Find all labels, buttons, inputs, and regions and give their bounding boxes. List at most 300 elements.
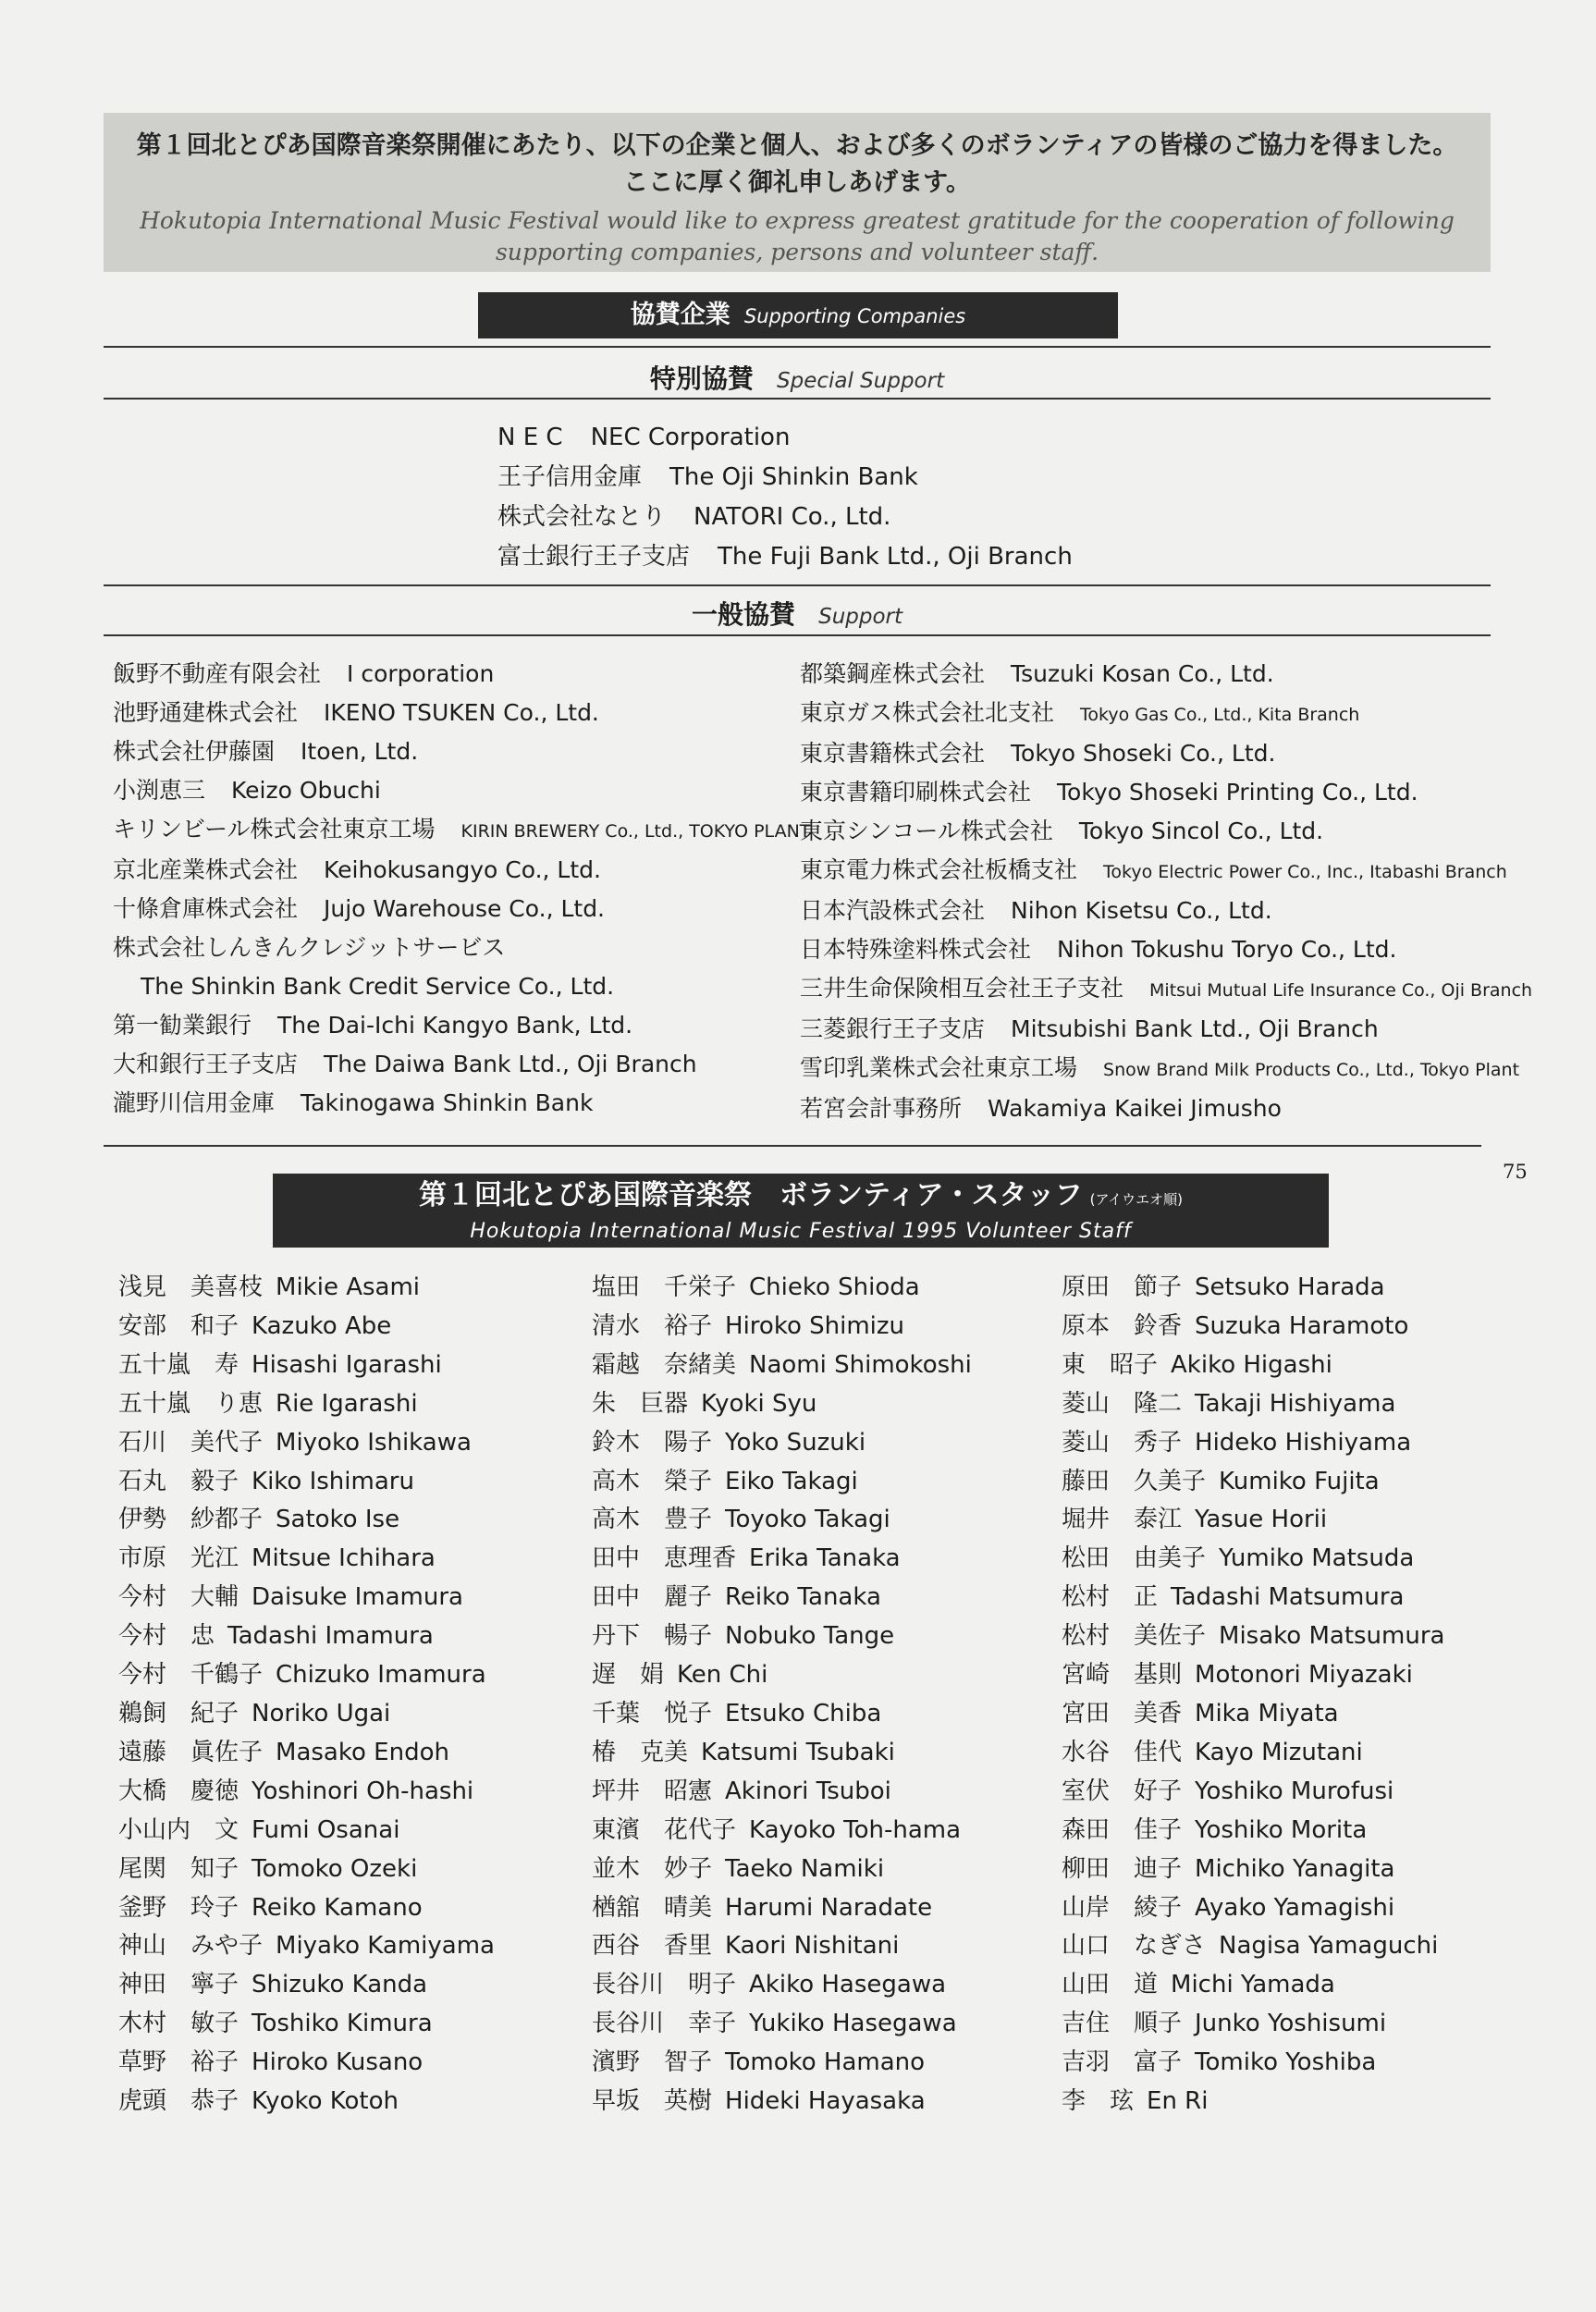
intro-jp-line2: ここに厚く御礼申しあげます。: [623, 168, 971, 197]
volunteer-entry-jp: 藤田 久美子: [1062, 1467, 1207, 1495]
volunteer-entry: [118, 1463, 495, 1502]
divider: [104, 346, 1491, 348]
intro-box: [104, 113, 1491, 272]
volunteer-entry: [118, 1540, 495, 1579]
volunteer-entry: [592, 1463, 972, 1502]
sponsor-entry: [800, 655, 1532, 694]
volunteer-entry-en: Akiko Higashi: [1171, 1350, 1332, 1379]
sponsor-entry-jp: 株式会社しんきんクレジットサービス: [113, 934, 506, 961]
volunteer-entry-jp: 釜野 玲子: [118, 1893, 239, 1922]
volunteer-entry: [118, 1812, 495, 1851]
volunteer-entry: [592, 1308, 972, 1347]
volunteer-entry: [592, 1927, 972, 1966]
sponsor-entry: [800, 694, 1532, 734]
volunteer-entry: [1062, 2044, 1444, 2083]
sponsor-entry-en: Keihokusangyo Co., Ltd.: [324, 856, 601, 883]
volunteer-entry-jp: 五十嵐 寿: [118, 1350, 239, 1379]
volunteer-entry-en: Hisashi Igarashi: [252, 1350, 442, 1379]
volunteer-entry: [118, 1347, 495, 1385]
volunteer-entry: [592, 2005, 972, 2044]
volunteer-entry: [118, 1617, 495, 1656]
volunteer-entry-jp: 並木 妙子: [592, 1854, 713, 1883]
sponsor-entry-jp: 瀧野川信用金庫: [113, 1089, 276, 1116]
sponsor-entry-jp: 東京書籍株式会社: [800, 740, 986, 767]
volunteer-entry-jp: 虎頭 恭子: [118, 2087, 239, 2116]
volunteer-entry-en: Tomoko Hamano: [725, 2048, 926, 2077]
sponsor-entry-jp: 三菱銀行王子支店: [800, 1015, 986, 1042]
volunteer-entry-en: Satoko Ise: [276, 1506, 400, 1534]
volunteer-entry: [1062, 1656, 1444, 1695]
sponsor-entry-jp: 京北産業株式会社: [113, 856, 299, 883]
divider: [104, 584, 1491, 586]
volunteer-entry-jp: 椿 克美: [592, 1738, 689, 1766]
sponsor-entry: [113, 732, 810, 771]
volunteer-entry-jp: 高木 榮子: [592, 1467, 713, 1495]
sponsor-entry-en: Tokyo Shoseki Co., Ltd.: [1011, 740, 1276, 767]
volunteer-entry-en: Yoshinori Oh-hashi: [252, 1777, 474, 1805]
volunteer-entry-en: Kayo Mizutani: [1195, 1738, 1363, 1766]
volunteer-entry-en: Suzuka Haramoto: [1195, 1311, 1409, 1340]
volunteer-entry-en: Mitsue Ichihara: [252, 1544, 436, 1573]
volunteer-entry-jp: 今村 千鶴子: [118, 1661, 264, 1690]
volunteer-entry-en: Fumi Osanai: [252, 1815, 400, 1844]
volunteer-header-en: Hokutopia International Music Festival 1995 Volunteer Staff: [470, 1220, 1132, 1243]
volunteer-entry-en: Tomiko Yoshiba: [1195, 2048, 1377, 2077]
sponsor-entry: [800, 969, 1532, 1010]
volunteer-entry-jp: 原田 節子: [1062, 1273, 1183, 1301]
volunteer-entry: [592, 1851, 972, 1889]
volunteer-entry-en: Kyoki Syu: [701, 1389, 817, 1418]
volunteer-entry-jp: 早坂 英樹: [592, 2087, 713, 2116]
volunteer-entry: [592, 2044, 972, 2083]
volunteer-entry-en: Nobuko Tange: [725, 1622, 895, 1651]
volunteer-entry-en: Masako Endoh: [276, 1738, 449, 1766]
volunteer-entry-en: Rie Igarashi: [276, 1389, 418, 1418]
volunteer-entry-jp: 吉羽 富子: [1062, 2048, 1183, 2077]
sponsor-entry-jp: 大和銀行王子支店: [113, 1051, 299, 1077]
volunteer-entry-en: Kiko Ishimaru: [252, 1467, 414, 1495]
volunteer-entry: [1062, 1385, 1444, 1424]
volunteer-entry-en: Kyoko Kotoh: [252, 2087, 399, 2116]
volunteer-column-3: [1062, 1269, 1444, 2121]
volunteer-entry-en: Hideki Hayasaka: [725, 2087, 926, 2116]
special-sponsor: [497, 537, 1073, 577]
volunteer-entry: [592, 1734, 972, 1773]
volunteer-entry-jp: 山口 なぎさ: [1062, 1932, 1207, 1961]
volunteer-entry-en: Chizuko Imamura: [276, 1661, 486, 1690]
volunteer-entry: [1062, 2083, 1444, 2121]
sponsor-entry-en: Tokyo Gas Co., Ltd., Kita Branch: [1080, 705, 1360, 725]
divider: [104, 398, 1491, 400]
volunteer-entry-en: Tomoko Ozeki: [252, 1854, 418, 1883]
volunteer-entry-en: Eiko Takagi: [725, 1467, 858, 1495]
volunteer-entry: [118, 1385, 495, 1424]
volunteer-entry: [592, 1617, 972, 1656]
volunteer-entry-jp: 市原 光江: [118, 1544, 239, 1573]
volunteer-entry-en: Yoshiko Murofusi: [1195, 1777, 1394, 1805]
volunteer-entry-jp: 坪井 昭憲: [592, 1777, 713, 1805]
special-sponsor-jp: 王子信用金庫: [497, 463, 643, 491]
volunteer-entry-en: Miyako Kamiyama: [276, 1932, 495, 1961]
volunteer-entry-jp: 長谷川 明子: [592, 1971, 737, 1999]
volunteer-entry: [592, 1695, 972, 1734]
sponsor-entry: [113, 890, 810, 928]
volunteer-entry: [118, 2005, 495, 2044]
volunteer-entry: [592, 1579, 972, 1617]
sponsor-entry-jp: 東京書籍印刷株式会社: [800, 779, 1032, 806]
volunteer-entry: [592, 1812, 972, 1851]
volunteer-entry-en: Etsuko Chiba: [725, 1699, 882, 1728]
volunteer-entry: [118, 1889, 495, 1928]
volunteer-entry-en: Chieko Shioda: [749, 1273, 920, 1301]
special-sponsor: [497, 498, 1073, 537]
volunteer-entry: [1062, 1501, 1444, 1540]
volunteer-entry-jp: 浅見 美喜枝: [118, 1273, 264, 1301]
sponsor-entry: [800, 930, 1532, 969]
volunteer-entry-en: Mika Miyata: [1195, 1699, 1339, 1728]
volunteer-entry-en: Yoko Suzuki: [725, 1428, 866, 1457]
volunteer-entry-jp: 草野 裕子: [118, 2048, 239, 2077]
volunteer-entry-jp: 塩田 千栄子: [592, 1273, 737, 1301]
sponsor-entry-en: The Shinkin Bank Credit Service Co., Ltd.: [141, 973, 615, 1000]
sponsor-entry-jp: 雪印乳業株式会社東京工場: [800, 1054, 1078, 1081]
special-heading-en: Special Support: [777, 369, 945, 393]
sponsor-entry-en: Tokyo Sincol Co., Ltd.: [1078, 818, 1324, 844]
volunteer-entry-jp: 五十嵐 り恵: [118, 1389, 264, 1418]
volunteer-entry-en: Ayako Yamagishi: [1195, 1893, 1395, 1922]
volunteer-entry: [592, 1540, 972, 1579]
volunteer-entry-jp: 李 玹: [1062, 2087, 1135, 2116]
volunteer-entry-en: Junko Yoshisumi: [1195, 2010, 1387, 2038]
volunteer-entry: [1062, 1812, 1444, 1851]
volunteer-entry: [1062, 2005, 1444, 2044]
volunteer-entry-en: Naomi Shimokoshi: [749, 1350, 972, 1379]
volunteer-entry: [1062, 1966, 1444, 2005]
volunteer-entry-en: Miyoko Ishikawa: [276, 1428, 472, 1457]
volunteer-entry-jp: 西谷 香里: [592, 1932, 713, 1961]
volunteer-entry-jp: 田中 麗子: [592, 1583, 713, 1612]
sponsor-entry: [113, 810, 810, 851]
volunteer-entry: [592, 1424, 972, 1463]
sponsor-entry-jp: 三井生命保険相互会社王子支社: [800, 975, 1124, 1002]
sponsor-entry: [800, 851, 1532, 892]
volunteer-entry-jp: 神田 寧子: [118, 1971, 239, 1999]
volunteer-entry-jp: 木村 敏子: [118, 2010, 239, 2038]
volunteer-staff-header: [273, 1174, 1329, 1248]
general-heading-jp: 一般協賛: [691, 599, 795, 630]
volunteer-entry-en: Erika Tanaka: [749, 1544, 901, 1573]
volunteer-entry-jp: 鈴木 陽子: [592, 1428, 713, 1457]
volunteer-entry-en: Nagisa Yamaguchi: [1219, 1932, 1439, 1961]
volunteer-entry-jp: 清水 裕子: [592, 1311, 713, 1340]
sponsor-entry-en: Mitsubishi Bank Ltd., Oji Branch: [1011, 1015, 1379, 1042]
sponsor-entry-en: KIRIN BREWERY Co., Ltd., TOKYO PLANT: [460, 821, 811, 842]
sponsor-entry-jp: 日本汽設株式会社: [800, 897, 986, 924]
page-number: 75: [1503, 1161, 1528, 1183]
volunteer-entry-jp: 楢舘 晴美: [592, 1893, 713, 1922]
volunteer-entry-en: Kazuko Abe: [252, 1311, 392, 1340]
volunteer-entry: [118, 2083, 495, 2121]
sponsor-entry: [113, 1045, 810, 1084]
special-sponsor-jp: 富士銀行王子支店: [497, 543, 691, 571]
volunteer-entry: [1062, 1579, 1444, 1617]
sponsor-entry-en: IKENO TSUKEN Co., Ltd.: [324, 699, 599, 726]
volunteer-entry-en: Daisuke Imamura: [252, 1583, 463, 1612]
sponsor-entry: [800, 812, 1532, 851]
sponsor-entry-en: The Dai-Ichi Kangyo Bank, Ltd.: [277, 1012, 633, 1039]
sponsor-entry-en: Tokyo Shoseki Printing Co., Ltd.: [1057, 779, 1418, 806]
volunteer-entry: [1062, 1463, 1444, 1502]
sponsor-entry: [113, 967, 810, 1006]
volunteer-entry: [118, 1308, 495, 1347]
sponsor-list-left: [113, 655, 810, 1123]
supporting-header-jp: 協賛企業: [630, 301, 730, 329]
volunteer-entry-en: Yumiko Matsuda: [1219, 1544, 1415, 1573]
volunteer-entry-jp: 大橋 慶徳: [118, 1777, 239, 1805]
volunteer-entry: [118, 1501, 495, 1540]
sponsor-entry-en: I corporation: [347, 660, 495, 687]
sponsor-entry-en: Wakamiya Kaikei Jimusho: [988, 1095, 1282, 1122]
volunteer-entry-en: Kumiko Fujita: [1219, 1467, 1380, 1495]
sponsor-entry-jp: 若宮会計事務所: [800, 1095, 963, 1122]
volunteer-entry-jp: 堀井 泰江: [1062, 1506, 1183, 1534]
volunteer-entry-jp: 今村 大輔: [118, 1583, 239, 1612]
sponsor-entry-en: Keizo Obuchi: [231, 777, 381, 804]
volunteer-entry: [118, 1734, 495, 1773]
volunteer-entry-jp: 鵜飼 紀子: [118, 1699, 239, 1728]
volunteer-entry-en: Hideko Hishiyama: [1195, 1428, 1412, 1457]
volunteer-entry-en: Setsuko Harada: [1195, 1273, 1385, 1301]
volunteer-entry: [1062, 1695, 1444, 1734]
intro-jp-line1: 第１回北とぴあ国際音楽祭開催にあたり、以下の企業と個人、および多くのボランティアの皆様のご協力を得ました。: [136, 131, 1458, 160]
volunteer-entry-en: Kayoko Toh-hama: [749, 1815, 962, 1844]
volunteer-entry-en: Reiko Tanaka: [725, 1583, 881, 1612]
volunteer-entry: [118, 1773, 495, 1812]
volunteer-entry-en: Hiroko Shimizu: [725, 1311, 904, 1340]
volunteer-entry: [1062, 1269, 1444, 1308]
volunteer-entry: [1062, 1347, 1444, 1385]
volunteer-entry-en: Akinori Tsuboi: [725, 1777, 891, 1805]
volunteer-entry-jp: 遅 娟: [592, 1661, 665, 1690]
volunteer-entry-en: En Ri: [1147, 2087, 1209, 2116]
volunteer-entry-en: Reiko Kamano: [252, 1893, 423, 1922]
volunteer-header-jp: 第１回北とぴあ国際音楽祭 ボランティア・スタッフ: [419, 1179, 1083, 1211]
special-sponsor: [497, 418, 1073, 458]
sponsor-entry-en: Tsuzuki Kosan Co., Ltd.: [1011, 660, 1274, 687]
sponsor-entry-en: The Daiwa Bank Ltd., Oji Branch: [324, 1051, 697, 1077]
volunteer-entry: [1062, 1927, 1444, 1966]
volunteer-entry-en: Yasue Horii: [1195, 1506, 1328, 1534]
supporting-header-en: Supporting Companies: [743, 305, 966, 327]
volunteer-entry-en: Motonori Miyazaki: [1195, 1661, 1413, 1690]
volunteer-entry-jp: 尾関 知子: [118, 1854, 239, 1883]
sponsor-entry-jp: 十條倉庫株式会社: [113, 895, 299, 922]
volunteer-entry: [1062, 1734, 1444, 1773]
volunteer-entry: [592, 1966, 972, 2005]
sponsor-entry: [113, 1084, 810, 1123]
special-sponsor-list: [497, 418, 1073, 577]
volunteer-entry-jp: 今村 忠: [118, 1622, 215, 1651]
volunteer-entry-jp: 松田 由美子: [1062, 1544, 1207, 1573]
volunteer-entry: [592, 1773, 972, 1812]
sponsor-entry: [113, 655, 810, 694]
general-heading-en: Support: [818, 605, 903, 629]
supporting-companies-header: [478, 292, 1118, 338]
sponsor-entry-jp: 日本特殊塗料株式会社: [800, 936, 1032, 963]
volunteer-entry-jp: 高木 豊子: [592, 1506, 713, 1534]
volunteer-entry-jp: 遠藤 眞佐子: [118, 1738, 264, 1766]
volunteer-entry-jp: 松村 正: [1062, 1583, 1159, 1612]
volunteer-entry-jp: 濱野 智子: [592, 2048, 713, 2077]
special-sponsor-en: The Oji Shinkin Bank: [669, 463, 918, 491]
volunteer-entry: [592, 1889, 972, 1928]
volunteer-entry: [118, 2044, 495, 2083]
volunteer-entry-jp: 伊勢 紗都子: [118, 1506, 264, 1534]
intro-en-line1: Hokutopia International Music Festival would like to express greatest gratitude for the cooperation of following: [140, 207, 1455, 234]
volunteer-order-note: (アイウエオ順): [1089, 1191, 1183, 1208]
volunteer-entry-jp: 宮崎 基則: [1062, 1661, 1183, 1690]
sponsor-entry-jp: 都築鋼産株式会社: [800, 660, 986, 687]
special-sponsor-en: The Fuji Bank Ltd., Oji Branch: [718, 543, 1073, 571]
volunteer-entry: [592, 1501, 972, 1540]
volunteer-entry: [118, 1269, 495, 1308]
special-sponsor-en: NATORI Co., Ltd.: [694, 503, 891, 531]
sponsor-list-right: [800, 655, 1532, 1128]
volunteer-entry-en: Mikie Asami: [276, 1273, 421, 1301]
volunteer-entry: [118, 1966, 495, 2005]
special-sponsor-en: NEC Corporation: [590, 424, 791, 451]
volunteer-entry-en: Yukiko Hasegawa: [749, 2010, 957, 2038]
special-sponsor: [497, 458, 1073, 498]
volunteer-entry-jp: 宮田 美香: [1062, 1699, 1183, 1728]
volunteer-entry: [118, 1424, 495, 1463]
sponsor-entry-jp: 第一勧業銀行: [113, 1012, 252, 1039]
sponsor-entry: [800, 1010, 1532, 1049]
sponsor-entry: [800, 892, 1532, 930]
volunteer-entry-jp: 石川 美代子: [118, 1428, 264, 1457]
volunteer-entry-en: Harumi Naradate: [725, 1893, 933, 1922]
volunteer-entry-jp: 丹下 暢子: [592, 1622, 713, 1651]
volunteer-entry-jp: 山岸 綾子: [1062, 1893, 1183, 1922]
volunteer-entry-jp: 長谷川 幸子: [592, 2010, 737, 2038]
volunteer-entry: [592, 2083, 972, 2121]
sponsor-entry-en: Snow Brand Milk Products Co., Ltd., Tokyo Plant: [1103, 1060, 1520, 1080]
volunteer-entry-jp: 小山内 文: [118, 1815, 239, 1844]
volunteer-entry-jp: 室伏 好子: [1062, 1777, 1183, 1805]
sponsor-entry-en: Nihon Kisetsu Co., Ltd.: [1011, 897, 1272, 924]
volunteer-entry: [592, 1347, 972, 1385]
volunteer-entry-en: Kaori Nishitani: [725, 1932, 900, 1961]
sponsor-entry: [800, 1049, 1532, 1089]
volunteer-entry: [118, 1927, 495, 1966]
sponsor-entry-jp: 東京ガス株式会社北支社: [800, 699, 1055, 726]
volunteer-entry-en: Toshiko Kimura: [252, 2010, 433, 2038]
sponsor-entry: [113, 851, 810, 890]
volunteer-entry-en: Shizuko Kanda: [252, 1971, 428, 1999]
volunteer-entry-en: Michi Yamada: [1171, 1971, 1335, 1999]
sponsor-entry-en: Tokyo Electric Power Co., Inc., Itabashi Branch: [1103, 862, 1507, 882]
sponsor-entry: [113, 1006, 810, 1045]
intro-en-line2: supporting companies, persons and volunteer staff.: [495, 239, 1099, 265]
volunteer-column-2: [592, 1269, 972, 2121]
special-heading-jp: 特別協賛: [649, 363, 754, 394]
sponsor-entry-jp: 株式会社伊藤園: [113, 738, 276, 765]
sponsor-entry: [113, 694, 810, 732]
general-support-heading: [104, 595, 1491, 632]
volunteer-entry: [118, 1579, 495, 1617]
sponsor-entry: [800, 773, 1532, 812]
volunteer-entry-en: Akiko Hasegawa: [749, 1971, 947, 1999]
divider: [104, 634, 1491, 636]
volunteer-entry-jp: 石丸 毅子: [118, 1467, 239, 1495]
volunteer-entry-jp: 神山 みや子: [118, 1932, 264, 1961]
volunteer-entry-jp: 安部 和子: [118, 1311, 239, 1340]
volunteer-entry-en: Toyoko Takagi: [725, 1506, 890, 1534]
sponsor-entry: [800, 1089, 1532, 1128]
volunteer-entry-jp: 田中 恵理香: [592, 1544, 737, 1573]
volunteer-entry: [118, 1695, 495, 1734]
volunteer-entry: [592, 1656, 972, 1695]
sponsor-entry-jp: 池野通建株式会社: [113, 699, 299, 726]
volunteer-entry-jp: 東濱 花代子: [592, 1815, 737, 1844]
volunteer-entry-jp: 東 昭子: [1062, 1350, 1159, 1379]
volunteer-entry: [118, 1851, 495, 1889]
volunteer-entry-en: Hiroko Kusano: [252, 2048, 424, 2077]
sponsor-entry-en: Jujo Warehouse Co., Ltd.: [324, 895, 606, 922]
volunteer-entry-jp: 霜越 奈緒美: [592, 1350, 737, 1379]
volunteer-entry: [592, 1269, 972, 1308]
sponsor-entry-en: Takinogawa Shinkin Bank: [301, 1089, 594, 1116]
volunteer-entry-en: Tadashi Matsumura: [1171, 1583, 1405, 1612]
volunteer-entry: [1062, 1851, 1444, 1889]
volunteer-entry-jp: 朱 巨器: [592, 1389, 689, 1418]
volunteer-entry-en: Tadashi Imamura: [227, 1622, 434, 1651]
volunteer-entry-jp: 原本 鈴香: [1062, 1311, 1183, 1340]
sponsor-entry-en: Itoen, Ltd.: [301, 738, 419, 765]
sponsor-entry-jp: 東京シンコール株式会社: [800, 818, 1053, 844]
volunteer-entry-en: Noriko Ugai: [252, 1699, 391, 1728]
volunteer-entry-en: Taeko Namiki: [725, 1854, 885, 1883]
volunteer-entry: [1062, 1308, 1444, 1347]
volunteer-entry: [592, 1385, 972, 1424]
volunteer-entry-en: Misako Matsumura: [1219, 1622, 1445, 1651]
volunteer-entry-jp: 千葉 悦子: [592, 1699, 713, 1728]
volunteer-entry-jp: 吉住 順子: [1062, 2010, 1183, 2038]
volunteer-entry-jp: 山田 道: [1062, 1971, 1159, 1999]
volunteer-entry: [118, 1656, 495, 1695]
volunteer-entry-en: Ken Chi: [677, 1661, 768, 1690]
volunteer-entry-en: Michiko Yanagita: [1195, 1854, 1395, 1883]
volunteer-entry-jp: 菱山 秀子: [1062, 1428, 1183, 1457]
volunteer-entry: [1062, 1773, 1444, 1812]
sponsor-entry-en: Mitsui Mutual Life Insurance Co., Oji Branch: [1149, 980, 1533, 1001]
divider: [104, 1145, 1481, 1147]
sponsor-entry-jp: 飯野不動産有限会社: [113, 660, 322, 687]
volunteer-entry: [1062, 1424, 1444, 1463]
volunteer-entry: [1062, 1540, 1444, 1579]
sponsor-entry-jp: 東京電力株式会社板橋支社: [800, 856, 1078, 883]
sponsor-entry: [800, 734, 1532, 773]
volunteer-entry: [1062, 1617, 1444, 1656]
special-sponsor-jp: N E C: [497, 424, 563, 451]
volunteer-entry-jp: 松村 美佐子: [1062, 1622, 1207, 1651]
special-support-heading: [104, 359, 1491, 396]
sponsor-entry-en: Nihon Tokushu Toryo Co., Ltd.: [1057, 936, 1397, 963]
volunteer-entry-jp: 森田 佳子: [1062, 1815, 1183, 1844]
volunteer-entry-en: Takaji Hishiyama: [1195, 1389, 1396, 1418]
volunteer-entry: [1062, 1889, 1444, 1928]
volunteer-entry-en: Katsumi Tsubaki: [701, 1738, 895, 1766]
